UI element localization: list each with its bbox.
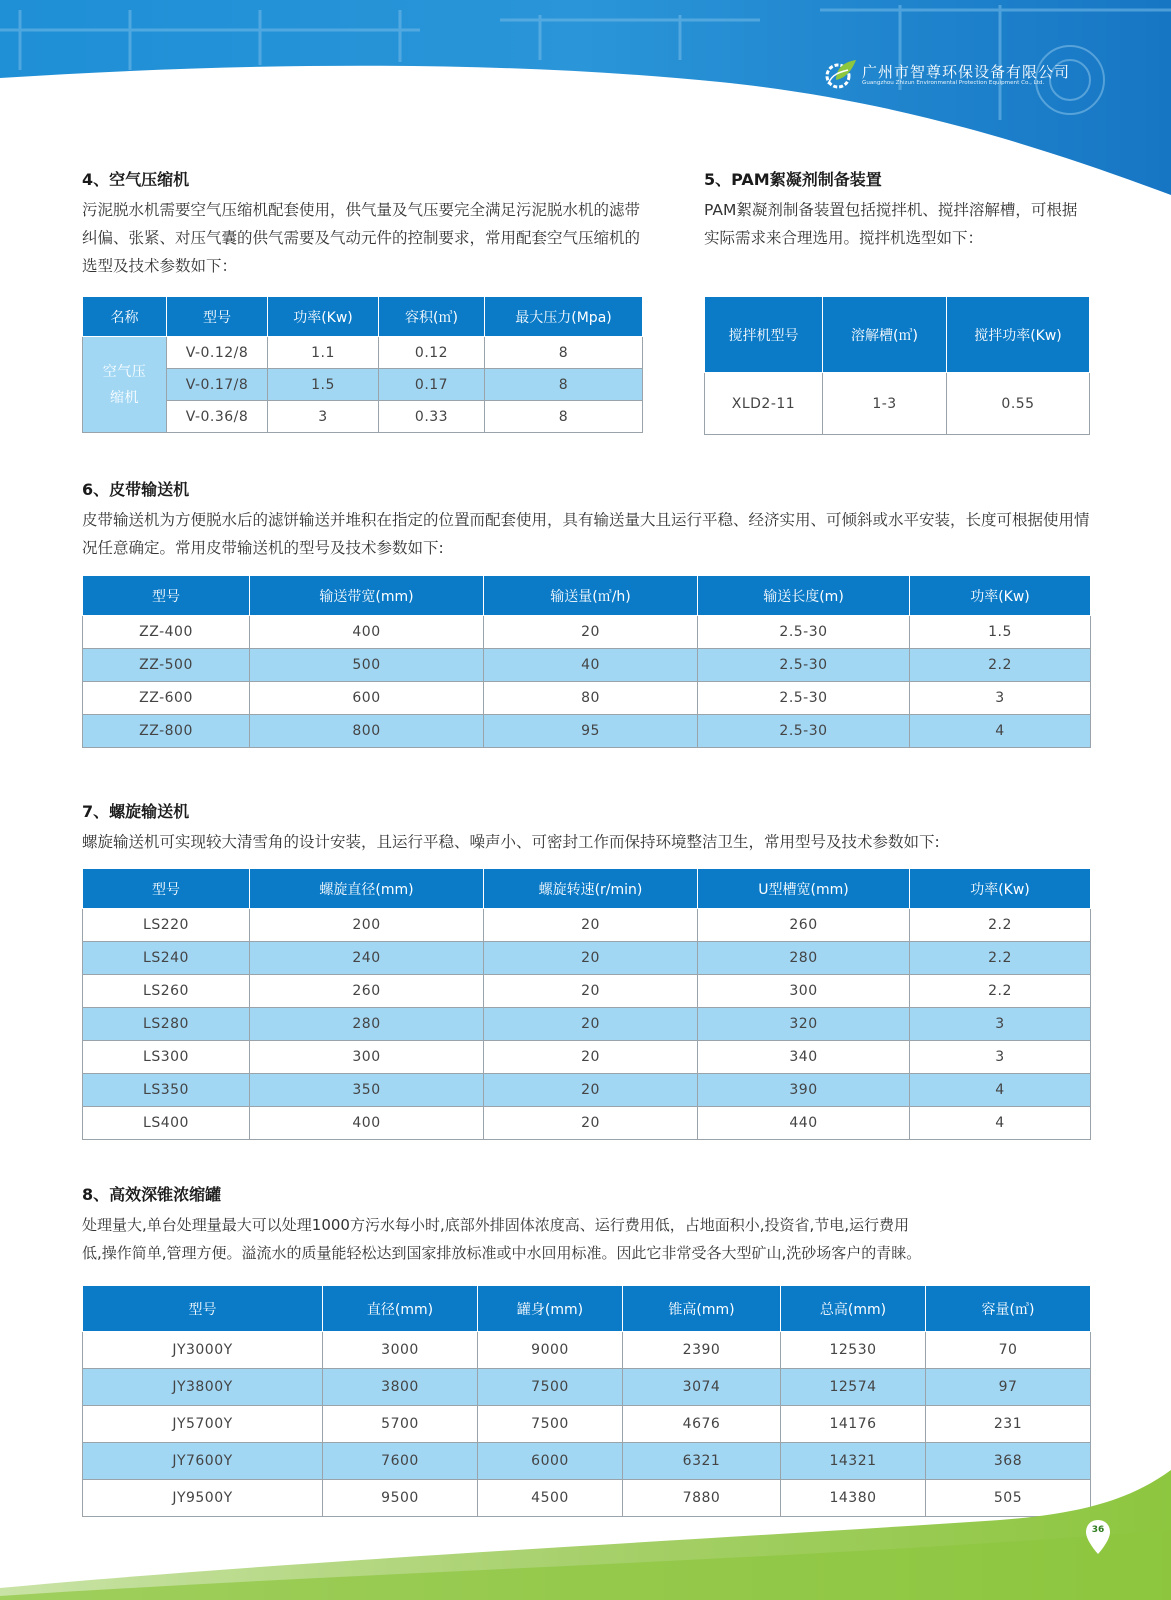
table-cell: LS220 bbox=[83, 909, 250, 942]
column-header: U型槽宽(mm) bbox=[698, 869, 910, 909]
table-cell: 505 bbox=[926, 1480, 1091, 1517]
table-cell: LS260 bbox=[83, 975, 250, 1008]
table-cell: 20 bbox=[484, 1107, 698, 1140]
table-cell: LS240 bbox=[83, 942, 250, 975]
table-cell: 3800 bbox=[323, 1369, 478, 1406]
table-cell: JY5700Y bbox=[83, 1406, 323, 1443]
section-belt-conveyor bbox=[82, 478, 1092, 562]
section-screw-conveyor bbox=[82, 800, 1092, 856]
table-row bbox=[83, 1041, 1091, 1074]
leaf-gear-logo-icon bbox=[822, 56, 858, 92]
table-cell: 3 bbox=[910, 1041, 1091, 1074]
table-row bbox=[83, 715, 1091, 748]
section-description: PAM絮凝剂制备装置包括搅拌机、搅拌溶解槽，可根据实际需求来合理选用。搅拌机选型如下： bbox=[704, 201, 1078, 247]
column-header: 总高(mm) bbox=[781, 1286, 926, 1332]
section-title: 4、空气压缩机 bbox=[82, 170, 190, 189]
category-label: 空气压缩机 bbox=[83, 337, 167, 433]
table-cell: 280 bbox=[698, 942, 910, 975]
table-row bbox=[83, 1332, 1091, 1369]
table-cell: XLD2-11 bbox=[705, 373, 823, 435]
table-cell: 20 bbox=[484, 909, 698, 942]
section-title: 6、皮带输送机 bbox=[82, 480, 190, 499]
table-header-row bbox=[83, 869, 1091, 909]
company-logo bbox=[822, 56, 1092, 92]
table-cell: 8 bbox=[485, 337, 643, 369]
table-cell: JY7600Y bbox=[83, 1443, 323, 1480]
table-cell: JY9500Y bbox=[83, 1480, 323, 1517]
table-cell: 20 bbox=[484, 975, 698, 1008]
table-cell: 440 bbox=[698, 1107, 910, 1140]
table-cell: V-0.12/8 bbox=[167, 337, 268, 369]
table-row bbox=[83, 1406, 1091, 1443]
table-cell: 7500 bbox=[478, 1369, 623, 1406]
section-description-line1: 处理量大,单台处理量最大可以处理1000方污水每小时,底部外排固体浓度高、运行费用低，占地面积小,投资省,节电,运行费用 bbox=[82, 1216, 910, 1234]
footer-wave bbox=[0, 1470, 1171, 1600]
table-cell: 2.2 bbox=[910, 975, 1091, 1008]
table-cell: 2.5-30 bbox=[698, 682, 910, 715]
table-cell: 97 bbox=[926, 1369, 1091, 1406]
section-title: 8、高效深锥浓缩罐 bbox=[82, 1185, 222, 1204]
table-cell: 20 bbox=[484, 1041, 698, 1074]
table-header-row bbox=[83, 1286, 1091, 1332]
table-cell: 400 bbox=[250, 616, 484, 649]
table-cell: 3 bbox=[910, 1008, 1091, 1041]
column-header: 名称 bbox=[83, 297, 167, 337]
table-cell: 260 bbox=[250, 975, 484, 1008]
company-name-cn: 广州市智尊环保设备有限公司 bbox=[862, 63, 1071, 81]
table-cell: 20 bbox=[484, 942, 698, 975]
table-cell: 8 bbox=[485, 369, 643, 401]
column-header: 型号 bbox=[167, 297, 268, 337]
table-cell: 300 bbox=[698, 975, 910, 1008]
table-row bbox=[83, 649, 1091, 682]
section-description-line2: 低,操作简单,管理方便。溢流水的质量能轻松达到国家排放标准或中水回用标准。因此它非常受各大型矿山,洗砂场客户的青睐。 bbox=[82, 1244, 922, 1262]
table-cell: 20 bbox=[484, 1074, 698, 1107]
table-cell: 368 bbox=[926, 1443, 1091, 1480]
table-cell: 0.55 bbox=[947, 373, 1090, 435]
table-cell: 1.5 bbox=[268, 369, 379, 401]
table-header-row bbox=[83, 576, 1091, 616]
screw-conveyor-table bbox=[82, 868, 1091, 1140]
table-cell: 20 bbox=[484, 1008, 698, 1041]
table-cell: 400 bbox=[250, 1107, 484, 1140]
table-row bbox=[83, 909, 1091, 942]
table-cell: 800 bbox=[250, 715, 484, 748]
table-cell: 2.5-30 bbox=[698, 616, 910, 649]
table-cell: 14380 bbox=[781, 1480, 926, 1517]
column-header: 容积(㎥) bbox=[379, 297, 485, 337]
company-name-en: Guangzhou Zhizun Environmental Protection Equipment Co., Ltd. bbox=[862, 80, 1045, 86]
table-cell: ZZ-400 bbox=[83, 616, 250, 649]
air-compressor-table bbox=[82, 296, 643, 433]
table-cell: 1.1 bbox=[268, 337, 379, 369]
table-cell: 6321 bbox=[623, 1443, 781, 1480]
table-cell: 4 bbox=[910, 1074, 1091, 1107]
table-cell: 2.5-30 bbox=[698, 649, 910, 682]
table-cell: 7600 bbox=[323, 1443, 478, 1480]
table-row bbox=[83, 1074, 1091, 1107]
section-description: 皮带输送机为方便脱水后的滤饼输送并堆积在指定的位置而配套使用，具有输送量大且运行平稳、经济实用、可倾斜或水平安装，长度可根据使用情况任意确定。常用皮带输送机的型号及技术参数如下: bbox=[82, 511, 1090, 557]
column-header: 输送长度(m) bbox=[698, 576, 910, 616]
table-cell: 95 bbox=[484, 715, 698, 748]
page-number: 36 bbox=[1091, 1525, 1105, 1535]
table-cell: 9000 bbox=[478, 1332, 623, 1369]
table-cell: 1-3 bbox=[823, 373, 947, 435]
table-cell: 4 bbox=[910, 1107, 1091, 1140]
column-header: 型号 bbox=[83, 1286, 323, 1332]
column-header: 罐身(mm) bbox=[478, 1286, 623, 1332]
table-cell: 14321 bbox=[781, 1443, 926, 1480]
table-cell: 390 bbox=[698, 1074, 910, 1107]
table-row bbox=[83, 1008, 1091, 1041]
table-cell: ZZ-800 bbox=[83, 715, 250, 748]
table-cell: 300 bbox=[250, 1041, 484, 1074]
table-cell: 7880 bbox=[623, 1480, 781, 1517]
table-cell: 20 bbox=[484, 616, 698, 649]
table-cell: 200 bbox=[250, 909, 484, 942]
table-cell: 0.12 bbox=[379, 337, 485, 369]
table-cell: 12530 bbox=[781, 1332, 926, 1369]
table-cell: 4 bbox=[910, 715, 1091, 748]
table-cell: 0.33 bbox=[379, 401, 485, 433]
mixer-table bbox=[704, 296, 1090, 435]
table-cell: LS280 bbox=[83, 1008, 250, 1041]
column-header: 容量(㎥) bbox=[926, 1286, 1091, 1332]
table-row bbox=[83, 337, 643, 369]
table-cell: 3 bbox=[268, 401, 379, 433]
column-header: 搅拌功率(Kw) bbox=[947, 297, 1090, 373]
section-pam-preparation bbox=[704, 168, 1090, 252]
section-description: 污泥脱水机需要空气压缩机配套使用，供气量及气压要完全满足污泥脱水机的滤带纠偏、张紧、对压气囊的供气需要及气动元件的控制要求，常用配套空气压缩机的选型及技术参数如下： bbox=[82, 201, 641, 275]
table-cell: 9500 bbox=[323, 1480, 478, 1517]
table-cell: 600 bbox=[250, 682, 484, 715]
table-cell: 260 bbox=[698, 909, 910, 942]
column-header: 螺旋直径(mm) bbox=[250, 869, 484, 909]
belt-conveyor-table bbox=[82, 575, 1091, 748]
table-cell: 8 bbox=[485, 401, 643, 433]
column-header: 搅拌机型号 bbox=[705, 297, 823, 373]
table-row bbox=[83, 616, 1091, 649]
table-cell: 80 bbox=[484, 682, 698, 715]
table-cell: V-0.36/8 bbox=[167, 401, 268, 433]
table-cell: 5700 bbox=[323, 1406, 478, 1443]
section-title: 7、螺旋输送机 bbox=[82, 802, 190, 821]
table-cell: 2.2 bbox=[910, 909, 1091, 942]
table-cell: 6000 bbox=[478, 1443, 623, 1480]
table-row bbox=[83, 1107, 1091, 1140]
column-header: 功率(Kw) bbox=[268, 297, 379, 337]
table-cell: 350 bbox=[250, 1074, 484, 1107]
column-header: 型号 bbox=[83, 576, 250, 616]
table-cell: V-0.17/8 bbox=[167, 369, 268, 401]
table-header-row bbox=[705, 297, 1090, 373]
column-header: 直径(mm) bbox=[323, 1286, 478, 1332]
table-cell: 14176 bbox=[781, 1406, 926, 1443]
table-cell: LS350 bbox=[83, 1074, 250, 1107]
column-header: 输送量(㎥/h) bbox=[484, 576, 698, 616]
column-header: 螺旋转速(r/min) bbox=[484, 869, 698, 909]
section-title: 5、PAM絮凝剂制备装置 bbox=[704, 170, 882, 189]
table-row bbox=[83, 975, 1091, 1008]
table-cell: 320 bbox=[698, 1008, 910, 1041]
column-header: 功率(Kw) bbox=[910, 869, 1091, 909]
table-row bbox=[83, 682, 1091, 715]
table-cell: 7500 bbox=[478, 1406, 623, 1443]
table-cell: 70 bbox=[926, 1332, 1091, 1369]
table-cell: 4676 bbox=[623, 1406, 781, 1443]
section-description: 螺旋输送机可实现较大清雪角的设计安装，且运行平稳、噪声小、可密封工作而保持环境整洁卫生，常用型号及技术参数如下: bbox=[82, 833, 940, 851]
column-header: 输送带宽(mm) bbox=[250, 576, 484, 616]
table-row bbox=[83, 401, 643, 433]
table-cell: 3000 bbox=[323, 1332, 478, 1369]
table-row bbox=[83, 369, 643, 401]
table-row bbox=[705, 373, 1090, 435]
column-header: 型号 bbox=[83, 869, 250, 909]
table-cell: 340 bbox=[698, 1041, 910, 1074]
table-cell: LS400 bbox=[83, 1107, 250, 1140]
table-cell: 2.2 bbox=[910, 649, 1091, 682]
table-cell: 0.17 bbox=[379, 369, 485, 401]
table-row bbox=[83, 942, 1091, 975]
table-cell: 1.5 bbox=[910, 616, 1091, 649]
table-cell: 3074 bbox=[623, 1369, 781, 1406]
table-cell: JY3800Y bbox=[83, 1369, 323, 1406]
table-cell: 2.2 bbox=[910, 942, 1091, 975]
table-cell: ZZ-600 bbox=[83, 682, 250, 715]
table-cell: 3 bbox=[910, 682, 1091, 715]
table-cell: 12574 bbox=[781, 1369, 926, 1406]
table-row bbox=[83, 1369, 1091, 1406]
table-cell: 2.5-30 bbox=[698, 715, 910, 748]
column-header: 功率(Kw) bbox=[910, 576, 1091, 616]
column-header: 最大压力(Mpa) bbox=[485, 297, 643, 337]
table-cell: 500 bbox=[250, 649, 484, 682]
table-cell: LS300 bbox=[83, 1041, 250, 1074]
table-cell: 280 bbox=[250, 1008, 484, 1041]
table-cell: 231 bbox=[926, 1406, 1091, 1443]
section-deep-cone-thickener bbox=[82, 1183, 1092, 1267]
column-header: 溶解槽(㎥) bbox=[823, 297, 947, 373]
table-cell: 4500 bbox=[478, 1480, 623, 1517]
table-cell: 240 bbox=[250, 942, 484, 975]
table-cell: 40 bbox=[484, 649, 698, 682]
section-air-compressor bbox=[82, 168, 642, 280]
table-header-row bbox=[83, 297, 643, 337]
column-header: 锥高(mm) bbox=[623, 1286, 781, 1332]
table-cell: 2390 bbox=[623, 1332, 781, 1369]
table-cell: JY3000Y bbox=[83, 1332, 323, 1369]
table-cell: ZZ-500 bbox=[83, 649, 250, 682]
